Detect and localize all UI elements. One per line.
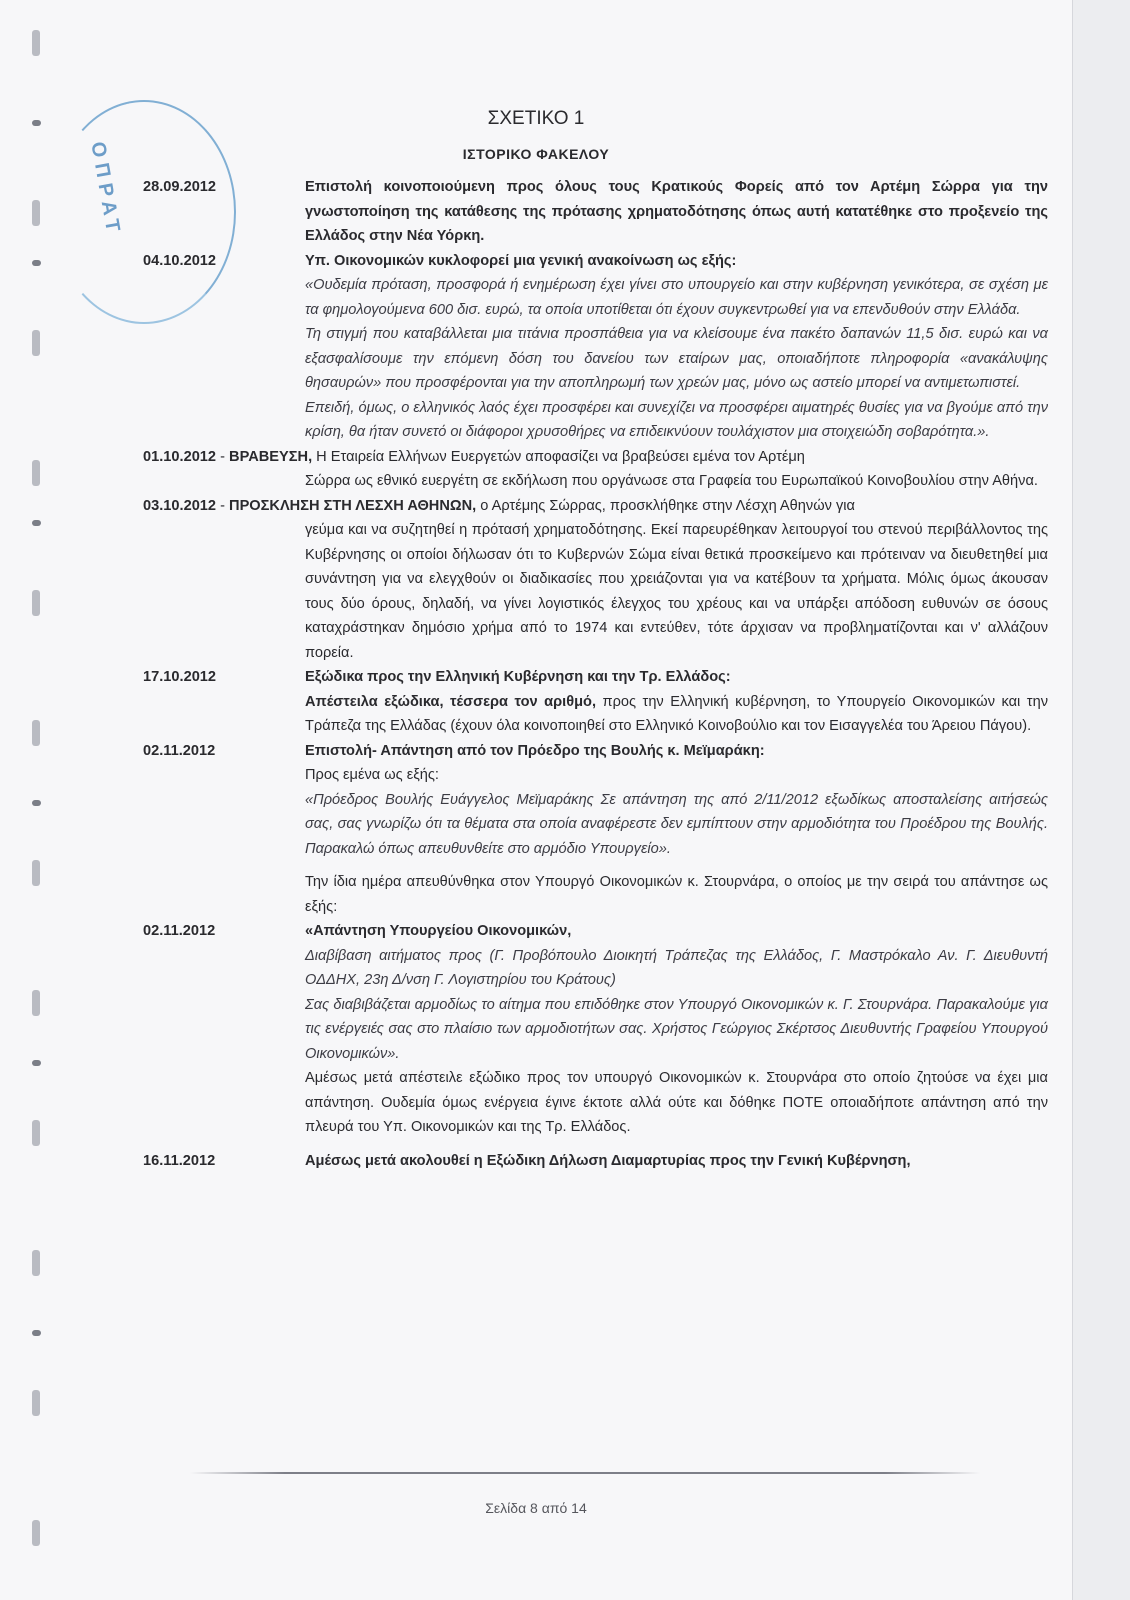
quote-paragraph: «Ουδεμία πρόταση, προσφορά ή ενημέρωση έχει γίνει στο υπουργείο και στην κυβέρνηση γενικότερα, σε σχέση με τα φημολογούμενα 600 δισ. ευρώ, τα οποία υποτίθεται ότι έχουν συγκεντρωθεί για να επενδυθούν στην Ελλάδα.: [305, 277, 1048, 318]
entry-text: Επιστολή κοινοποιούμενη προς όλους τους Κρατικούς Φορείς από τον Αρτέμη Σώρρα για την γνωστοποίηση της κατάθεσης της πρότασης χρηματοδότησης όπως αυτή κατατέθηκε στο προξενείο της Ελλάδος στην Νέα Υόρκη.: [305, 179, 1048, 244]
binding-hole: [32, 1060, 41, 1066]
entry-paragraph: Την ίδια ημέρα απευθύνθηκα στον Υπουργό Οικονομικών κ. Στουρνάρα, ο οποίος με την σειρά του απάντησε ως εξής:: [305, 874, 1048, 915]
binding-hole: [32, 260, 41, 266]
stamp-text: ΟΠΡΑΤ: [86, 140, 125, 240]
entry-separator: -: [216, 448, 230, 465]
entry-heading: Υπ. Οικονομικών κυκλοφορεί μια γενική ανακοίνωση ως εξής:: [305, 252, 737, 269]
entry-text: ο Αρτέμης Σώρρας, προσκλήθηκε στην Λέσχη Αθηνών για: [476, 497, 855, 514]
entry-paragraph: [305, 690, 1048, 739]
timeline-entry: [143, 494, 1048, 666]
timeline-entry: [143, 919, 1048, 1140]
binding-hole: [32, 330, 40, 356]
entry-heading: Επιστολή- Απάντηση από τον Πρόεδρο της Βουλής κ. Μεϊμαράκη:: [305, 742, 765, 759]
entry-bold-lead: Απέστειλα εξώδικα, τέσσερα τον αριθμό,: [305, 693, 597, 710]
binding-hole: [32, 990, 40, 1016]
timeline: [143, 175, 1048, 1173]
entry-date: 01.10.2012: [143, 448, 217, 465]
footer-divider: [190, 1472, 980, 1474]
quote-paragraph: Σας διαβιβάζεται αρμοδίως το αίτημα που επιδόθηκε στον Υπουργό Οικονομικών κ. Γ. Στουρνάρα. Παρακαλούμε για τις ενέργειές σας στο πλαίσιο των αρμοδιοτήτων σας. Χρήστος Γεώργιος Σκέρτσος Διευθυντής Γραφείου Υπουργού Οικονομικών».: [305, 996, 1048, 1062]
binding-hole: [32, 460, 40, 486]
binding-hole: [32, 1330, 41, 1336]
entry-date: 02.11.2012: [143, 923, 216, 939]
quote-paragraph: Διαβίβαση αιτήματος προς (Γ. Προβόπουλο Διοικητή Τράπεζας της Ελλάδος, Γ. Μαστρόκαλο Αν. Γ. Διευθυντή ΟΔΔΗΧ, 23η Δ/νση Γ. Λογιστηρίου του Κράτους): [305, 947, 1048, 988]
entry-heading: ΠΡΟΣΚΛΗΣΗ ΣΤΗ ΛΕΣΧΗ ΑΘΗΝΩΝ,: [229, 497, 477, 514]
entry-date: 17.10.2012: [143, 669, 217, 685]
entry-heading: Εξώδικα προς την Ελληνική Κυβέρνηση και την Τρ. Ελλάδος:: [305, 669, 731, 685]
binding-hole: [32, 1390, 40, 1416]
entry-heading: «Απάντηση Υπουργείου Οικονομικών,: [305, 923, 572, 939]
entry-text: προς την Ελληνική κυβέρνηση, το Υπουργείο Οικονομικών και την Τράπεζα της Ελλάδας (έχουν όλα κοινοποιηθεί στο Ελληνικό Κοινοβούλιο και τον Εισαγγελέα του Άρειου Πάγου).: [305, 693, 1048, 734]
timeline-entry: [143, 665, 1048, 739]
timeline-entry: [143, 175, 1048, 249]
entry-separator: -: [216, 497, 230, 514]
entry-body: [305, 739, 1048, 920]
entry-paragraph: Αμέσως μετά απέστειλε εξώδικο προς τον υπουργό Οικονομικών κ. Στουρνάρα στο οποίο ζητούσε να έχει μια απάντηση. Ουδεμία όμως ενέργεια έγινε έκτοτε αλλά ούτε και δόθηκε ΠΟΤΕ οποιαδήποτε απάντηση από την πλευρά του Υπ. Οικονομικών και της Τρ. Ελλάδος.: [305, 1070, 1048, 1135]
ring-binding: [22, 0, 52, 1600]
entry-body: [305, 919, 1048, 1140]
binding-hole: [32, 200, 40, 226]
binding-hole: [32, 800, 41, 806]
binding-hole: [32, 520, 41, 526]
binding-hole: [32, 30, 40, 56]
entry-date: 02.11.2012: [143, 742, 216, 759]
entry-date: 03.10.2012: [143, 497, 217, 514]
entry-lead-line: [143, 494, 1048, 519]
entry-lead-line: [143, 445, 1048, 470]
entry-date: 28.09.2012: [143, 179, 217, 195]
entry-date: 04.10.2012: [143, 252, 217, 269]
entry-text-continued: Σώρρα ως εθνικό ευεργέτη σε εκδήλωση που οργάνωσε στα Γραφεία του Ευρωπαϊκού Κοινοβουλίου στην Αθήνα.: [305, 473, 1038, 489]
binding-hole: [32, 590, 40, 616]
binding-hole: [32, 1250, 40, 1276]
binding-hole: [32, 1120, 40, 1146]
quote-paragraph: Επειδή, όμως, ο ελληνικός λαός έχει προσφέρει και συνεχίζει να προσφέρει αιματηρές θυσίες για να βγούμε από την κρίση, θα ήταν συνετό οι διάφοροι χρυσοθήρες να επιδεικνύουν τουλάχιστον μια στοιχειώδη σοβαρότητα.».: [305, 399, 1048, 440]
entry-body: [305, 665, 1048, 739]
page-title: ΣΧΕΤΙΚΟ 1: [487, 108, 585, 129]
quote-paragraph: «Πρόεδρος Βουλής Ευάγγελος Μεϊμαράκης Σε απάντηση της από 2/11/2012 εξωδίκως αποσταλείσης αιτήσεώς σας, σας γνωρίζω ότι τα θέματα στα οποία αναφέρεστε δεν εμπίπτουν στην αρμοδιότητα του Προέδρου της Βουλής. Παρακαλώ όπως απευθυνθείτε στο αρμόδιο Υπουργείο».: [305, 791, 1048, 857]
timeline-entry: [143, 249, 1048, 445]
timeline-entry: [143, 445, 1048, 494]
binding-hole: [32, 860, 40, 886]
page-number: Σελίδα 8 από 14: [485, 1500, 587, 1516]
entry-text: Αμέσως μετά ακολουθεί η Εξώδικη Δήλωση Διαμαρτυρίας προς την Γενική Κυβέρνηση,: [305, 1152, 911, 1169]
entry-date: 16.11.2012: [143, 1152, 216, 1169]
binding-hole: [32, 720, 40, 746]
entry-body: [305, 249, 1048, 445]
quote-paragraph: Τη στιγμή που καταβάλλεται μια τιτάνια προσπάθεια για να κλείσουμε ένα πακέτο δαπανών 11,5 δισ. ευρώ και να εξασφαλίσουμε την επόμενη δόση του δανείου των εταίρων μας, οποιαδήποτε πληροφορία «ανακάλυψης θησαυρών» που προσφέρονται για την αποπληρωμή των χρεών μας, μόνο ως αστείο μπορεί να αντιμετωπιστεί.: [305, 326, 1048, 391]
entry-text-continued: γεύμα και να συζητηθεί η πρότασή χρηματοδότησης. Εκεί παρευρέθηκαν λειτουργοί του στενού περιβάλλοντος της Κυβέρνησης οι οποίοι δήλωσαν ότι το Κυβερνών Σώμα είναι θετικά προσκείμενο και πρότειναν να διευθετηθεί μια συνάντηση για να ελεγχθούν οι διαδικασίες που χρειάζονται για να κατέβουν τα χρήματα. Μόλις όμως άκουσαν τους δύο όρους, δηλαδή, να γίνει λογιστικός έλεγχος του χρέους και να υπάρξει απόδοση ευθυνών σε όσους καταχράστηκαν δημόσιο χρήμα από το 1974 και εντεύθεν, τότε άρχισαν να προβληματίζονται και ν' αλλάζουν πορεία.: [305, 522, 1048, 661]
timeline-entry: [143, 739, 1048, 920]
page-subtitle: ΙΣΤΟΡΙΚΟ ΦΑΚΕΛΟΥ: [462, 146, 610, 162]
timeline-entry: [143, 1149, 1048, 1174]
binding-hole: [32, 1520, 40, 1546]
entry-heading: ΒΡΑΒΕΥΣΗ,: [229, 448, 313, 465]
entry-text: Η Εταιρεία Ελλήνων Ευεργετών αποφασίζει να βραβεύσει εμένα τον Αρτέμη: [312, 448, 805, 465]
entry-intro: Προς εμένα ως εξής:: [305, 767, 439, 783]
